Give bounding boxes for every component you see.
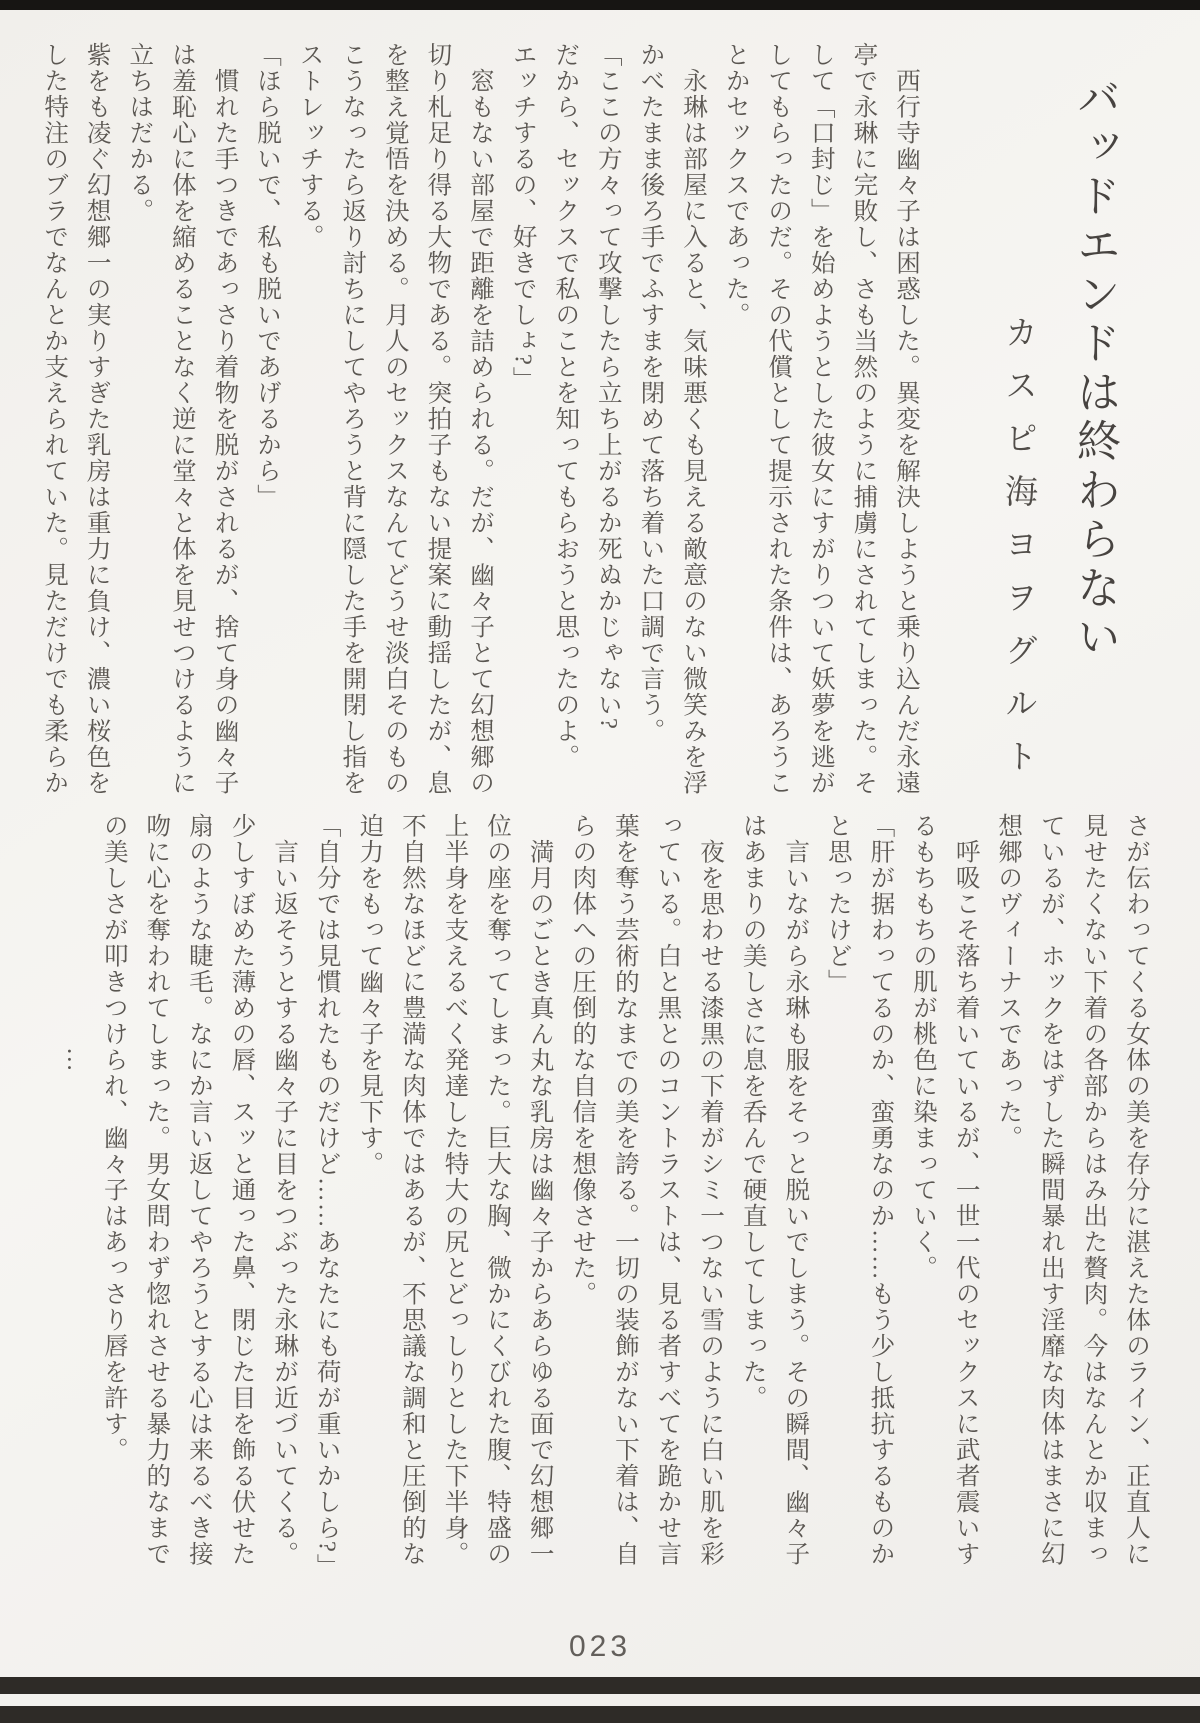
text-column: … — [62, 1047, 90, 1073]
text-column: してもらったのだ。その代償として提示された条件は、あろうこ — [765, 42, 793, 796]
text-column: 「自分では見慣れたものだけど……あなたにも荷が重いかしら?」 — [313, 813, 341, 1580]
text-column: 位の座を奪ってしまった。巨大な胸、微かにくびれた腹、特盛の — [484, 813, 512, 1567]
text-column: と思ったけど」 — [824, 813, 852, 995]
text-column: 慣れた手つきであっさり着物を脱がされるが、捨て身の幽々子 — [211, 68, 239, 796]
text-column: 言いながら永琳も服をそっと脱いでしまう。その瞬間、幽々子 — [782, 839, 810, 1567]
text-column: とかセックスであった。 — [722, 42, 750, 328]
page-number: 023 — [568, 1630, 632, 1663]
text-column: るもちもちの肌が桃色に染まっていく。 — [910, 813, 938, 1281]
text-column: 想郷のヴィーナスであった。 — [995, 813, 1023, 1151]
text-column: 夜を思わせる漆黒の下着がシミ一つない雪のように白い肌を彩 — [697, 839, 725, 1567]
text-column: 見せたくない下着の各部からはみ出た贅肉。今はなんとか収まっ — [1080, 813, 1108, 1567]
text-column: 「肝が据わってるのか、蛮勇なのか……もう少し抵抗するものか — [867, 813, 895, 1567]
text-column: 永琳は部屋に入ると、気味悪くも見える敵意のない微笑みを浮 — [680, 68, 708, 796]
text-column: した特注のブラでなんとか支えられていた。見ただけでも柔らか — [41, 42, 69, 796]
text-column: 亭で永琳に完敗し、さも当然のように捕虜にされてしまった。そ — [850, 42, 878, 796]
text-column: 西行寺幽々子は困惑した。異変を解決しようと乗り込んだ永遠 — [893, 68, 920, 796]
top-edge-bar — [0, 0, 1200, 10]
text-column: だから、セックスで私のことを知ってもらおうと思ったのよ。 — [552, 42, 580, 770]
top-text-columns — [30, 42, 924, 824]
text-column: 窓もない部屋で距離を詰められる。だが、幽々子とて幻想郷の — [467, 68, 495, 796]
text-column: 上半身を支えるべく発達した特大の尻とどっしりとした下半身。 — [441, 813, 469, 1567]
text-column: 「ほら脱いで、私も脱いであげるから」 — [254, 42, 282, 510]
text-column: 満月のごとき真ん丸な乳房は幽々子からあらゆる面で幻想郷一 — [526, 839, 554, 1567]
text-column: っている。白と黒とのコントラストは、見る者すべてを跪かせ言 — [654, 813, 682, 1567]
text-column: は羞恥心に体を縮めることなく逆に堂々と体を見せつけるように — [168, 42, 196, 796]
text-column: の美しさが叩きつけられ、幽々子はあっさり唇を許す。 — [100, 813, 128, 1463]
text-column: 切り札足り得る大物である。突拍子もない提案に動揺したが、息 — [424, 42, 452, 796]
text-column: して「口封じ」を始めようとした彼女にすがりついて妖夢を逃が — [807, 42, 835, 796]
text-column: 少しすぼめた薄めの唇、スッと通った鼻、閉じた目を飾る伏せた — [228, 813, 256, 1567]
bottom-edge-bar-inner — [0, 1706, 1200, 1723]
text-column: エッチするの、好きでしょ?」 — [509, 42, 537, 393]
text-column: 呼吸こそ落ち着いているが、一世一代のセックスに武者震いす — [952, 839, 980, 1567]
text-column: ているが、ホックをはずした瞬間暴れ出す淫靡な肉体はまさに幻 — [1037, 813, 1065, 1567]
story-title: バッドエンドは終わらない — [1070, 75, 1119, 663]
text-column: 「ここの方々って攻撃したら立ち上がるか死ぬかじゃない? — [594, 42, 622, 731]
bottom-edge-bar-outer — [0, 1677, 1200, 1694]
text-column: さが伝わってくる女体の美を存分に湛えた体のライン、正直人に — [1123, 813, 1150, 1567]
text-column: かべたまま後ろ手でふすまを閉めて落ち着いた口調で言う。 — [637, 42, 665, 744]
text-column: らの肉体への圧倒的な自信を想像させた。 — [569, 813, 597, 1307]
text-column: 迫力をもって幽々子を見下す。 — [356, 813, 384, 1177]
text-column: はあまりの美しさに息を呑んで硬直してしまった。 — [739, 813, 767, 1411]
story-author: カスピ海ヨヲグルト — [1000, 315, 1036, 792]
text-column: こうなったら返り討ちにしてやろうと背に隠した手を開閉し指を — [339, 42, 367, 796]
text-column: 紫をも凌ぐ幻想郷一の実りすぎた乳房は重力に負け、濃い桜色を — [83, 42, 111, 796]
text-column: 言い返そうとする幽々子に目をつぶった永琳が近づいてくる。 — [271, 839, 299, 1567]
text-column: ストレッチする。 — [296, 42, 324, 250]
text-column: 葉を奪う芸術的なまでの美を誇る。一切の装飾がない下着は、自 — [611, 813, 639, 1567]
text-column: 立ちはだかる。 — [126, 42, 154, 224]
text-column: 扇のような睫毛。なにか言い返してやろうとする心は来るべき接 — [185, 813, 213, 1567]
text-column: を整え覚悟を決める。月人のセックスなんてどうせ淡白そのもの — [381, 42, 409, 796]
bottom-text-columns — [47, 813, 1154, 1603]
text-column: 吻に心を奪われてしまった。男女問わず惚れさせる暴力的なまで — [143, 813, 171, 1567]
text-column: 不自然なほどに豊満な肉体ではあるが、不思議な調和と圧倒的な — [398, 813, 426, 1567]
